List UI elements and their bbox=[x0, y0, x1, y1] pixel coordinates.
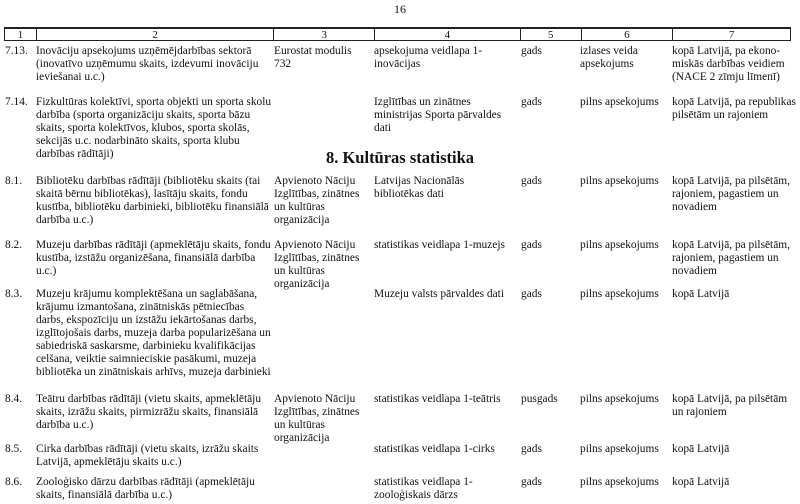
row-description: Inovāciju apsekojums uzņēmējdarbības sektorā (inovatīvo uzņēmumu skaits, izdevumi inovāciju ieviešanai u.c.) bbox=[36, 45, 259, 83]
row-number: 8.5. bbox=[5, 443, 23, 455]
table-header bbox=[4, 27, 791, 41]
row-period: gads bbox=[521, 288, 542, 300]
row-form: statistikas veidlapa 1-cirks bbox=[374, 443, 495, 455]
row-number: 8.2. bbox=[5, 239, 23, 251]
row-description: Muzeju darbības rādītāji (apmeklētāju skaits, fondu kustība, izstāžu organizēšana, finansiālā darbība u.c.) bbox=[36, 239, 271, 277]
header-col-7: 7 bbox=[728, 29, 735, 41]
row-survey-type: pilns apsekojums bbox=[580, 476, 659, 488]
row-survey-type: izlases veida apsekojums bbox=[580, 45, 638, 70]
row-description: Bibliotēku darbības rādītāji (bibliotēku skaits (tai skaitā bērnu bibliotēkas), lasītāju skaits, fondu kustība, bibliotēku darbinieki, bibliotēku finansiālā darbība u.c.) bbox=[36, 175, 269, 226]
row-form: Izglītības un zinātnes ministrijas Sporta pārvaldes dati bbox=[374, 96, 502, 134]
row-source: Eurostat modulis 732 bbox=[274, 45, 352, 70]
row-description: Zooloģisko dārzu darbības rādītāji (apmeklētāju skaits, finansiālā darbība u.c.) bbox=[36, 476, 255, 501]
page-number: 16 bbox=[394, 2, 406, 16]
row-number: 8.1. bbox=[5, 175, 23, 187]
row-number: 7.13. bbox=[5, 45, 28, 57]
header-col-5: 5 bbox=[521, 29, 582, 40]
row-number: 8.4. bbox=[5, 393, 23, 405]
row-survey-type: pilns apsekojums bbox=[580, 239, 659, 251]
header-col-3: 3 bbox=[274, 29, 375, 40]
row-form: statistikas veidlapa 1-zooloģiskais dārzs bbox=[374, 476, 473, 501]
row-period: gads bbox=[521, 443, 542, 455]
row-period: gads bbox=[521, 239, 542, 251]
row-form: Latvijas Nacionālās bibliotēkas dati bbox=[374, 175, 465, 200]
header-col-6: 6 bbox=[582, 29, 674, 40]
header-col-4: 4 bbox=[375, 29, 521, 40]
row-form: statistikas veidlapa 1-teātris bbox=[374, 393, 501, 405]
row-period: gads bbox=[521, 175, 542, 187]
row-survey-type: pilns apsekojums bbox=[580, 175, 659, 187]
row-breakdown: kopā Latvijā, pa pilsētām, rajoniem, pagastiem un novadiem bbox=[672, 175, 790, 213]
row-source: Apvienoto Nāciju Izglītības, zinātnes un kultūras organizācija bbox=[274, 239, 360, 290]
row-survey-type: pilns apsekojums bbox=[580, 288, 659, 300]
row-period: pusgads bbox=[521, 393, 558, 405]
header-col-1: 1 bbox=[5, 29, 37, 40]
row-description: Muzeju krājumu komplektēšana un saglabāšana, krājumu izmantošana, zinātniskās pētniecības darbs, ekspozīciju un izstāžu iekārtošanas darbs, izglītojošais darbs, muzeja darba popularizēšana un sabiedriskā saskarsme, darbinieku kvalifikācijas celšana, veiktie saimnieciskie pasākumi, muzeja bibliotēka un zinātniskais arhīvs, muzeja darbinieki bbox=[36, 288, 271, 378]
row-description: Teātru darbības rādītāji (vietu skaits, apmeklētāju skaits, izrāžu skaits, pirmizrāžu skaits, finansiālā darbība u.c.) bbox=[36, 393, 262, 431]
row-breakdown: kopā Latvijā bbox=[672, 288, 730, 300]
row-period: gads bbox=[521, 45, 542, 57]
row-breakdown: kopā Latvijā, pa pilsētām, rajoniem, pagastiem un novadiem bbox=[672, 239, 790, 277]
row-number: 8.6. bbox=[5, 476, 23, 488]
row-description: Fizkultūras kolektīvi, sporta objekti un sporta skolu darbība (sporta organizāciju skaits, sporta bāzu skaits, sporta kolektīvos, klubos, sporta skolās, sekcijās u.c. nodarbināto skaits, sporta klubu darbības rādītāji) bbox=[36, 96, 272, 160]
row-form: statistikas veidlapa 1-muzejs bbox=[374, 239, 505, 251]
row-survey-type: pilns apsekojums bbox=[580, 393, 659, 405]
row-number: 8.3. bbox=[5, 288, 23, 300]
row-number: 7.14. bbox=[5, 96, 28, 108]
row-breakdown: kopā Latvijā, pa ekono-miskās darbības veidiem (NACE 2 zīmju līmenī) bbox=[672, 45, 785, 83]
row-survey-type: pilns apsekojums bbox=[580, 96, 659, 108]
row-description: Cirka darbības rādītāji (vietu skaits, izrāžu skaits Latvijā, apmeklētāju skaits u.c.) bbox=[36, 443, 259, 468]
section-title: 8. Kultūras statistika bbox=[325, 148, 475, 167]
header-col-2: 2 bbox=[37, 29, 274, 40]
row-source: Apvienoto Nāciju Izglītības, zinātnes un kultūras organizācija bbox=[274, 393, 360, 444]
row-breakdown: kopā Latvijā bbox=[672, 476, 730, 488]
row-source: Apvienoto Nāciju Izglītības, zinātnes un kultūras organizācija bbox=[274, 175, 360, 226]
row-form: Muzeju valsts pārvaldes dati bbox=[374, 288, 505, 300]
row-breakdown: kopā Latvijā, pa pilsētām un rajoniem bbox=[672, 393, 788, 418]
row-breakdown: kopā Latvijā, pa republikas pilsētām un rajoniem bbox=[672, 96, 796, 121]
row-survey-type: pilns apsekojums bbox=[580, 443, 659, 455]
row-breakdown: kopā Latvijā bbox=[672, 443, 730, 455]
row-period: gads bbox=[521, 476, 542, 488]
row-form: apsekojuma veidlapa 1-inovācijas bbox=[374, 45, 483, 70]
row-period: gads bbox=[521, 96, 542, 108]
